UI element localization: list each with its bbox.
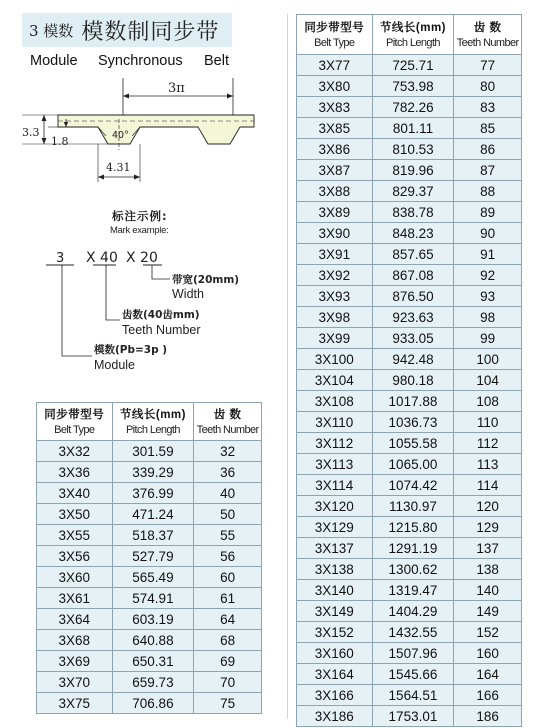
cell-belt-type: 3X112 bbox=[297, 433, 373, 454]
cell-teeth-number: 113 bbox=[454, 454, 522, 475]
cell-teeth-number: 104 bbox=[454, 370, 522, 391]
cell-belt-type: 3X70 bbox=[37, 672, 113, 693]
cell-pitch-length: 471.24 bbox=[112, 504, 194, 525]
cell-teeth-number: 186 bbox=[454, 706, 522, 727]
cell-belt-type: 3X140 bbox=[297, 580, 373, 601]
table-header-row bbox=[37, 403, 262, 441]
cell-pitch-length: 301.59 bbox=[112, 441, 194, 462]
header-teeth-number-en: Teeth Number bbox=[196, 423, 259, 436]
table-row bbox=[297, 118, 522, 139]
cell-belt-type: 3X55 bbox=[37, 525, 113, 546]
cell-teeth-number: 61 bbox=[194, 588, 262, 609]
cell-pitch-length: 1215.80 bbox=[372, 517, 454, 538]
cell-pitch-length: 603.19 bbox=[112, 609, 194, 630]
cell-teeth-number: 166 bbox=[454, 685, 522, 706]
header-belt-type bbox=[297, 15, 373, 55]
table-row bbox=[297, 349, 522, 370]
cell-pitch-length: 1564.51 bbox=[372, 685, 454, 706]
table-row bbox=[297, 265, 522, 286]
header-belt-type-en: Belt Type bbox=[54, 423, 95, 436]
cell-teeth-number: 55 bbox=[194, 525, 262, 546]
cell-belt-type: 3X104 bbox=[297, 370, 373, 391]
cell-teeth-number: 32 bbox=[194, 441, 262, 462]
code-width: X 20 bbox=[126, 250, 158, 266]
cell-teeth-number: 40 bbox=[194, 483, 262, 504]
cell-belt-type: 3X86 bbox=[297, 139, 373, 160]
cell-teeth-number: 80 bbox=[454, 76, 522, 97]
table-row bbox=[297, 307, 522, 328]
cell-pitch-length: 659.73 bbox=[112, 672, 194, 693]
cell-pitch-length: 980.18 bbox=[372, 370, 454, 391]
table-row bbox=[297, 286, 522, 307]
width-label: 4.31 bbox=[106, 161, 131, 174]
header-pitch-length-cn: 节线长(mm) bbox=[379, 21, 447, 34]
table-row bbox=[297, 181, 522, 202]
cell-belt-type: 3X120 bbox=[297, 496, 373, 517]
header-pitch-length bbox=[372, 15, 454, 55]
table-row bbox=[37, 672, 262, 693]
cell-belt-type: 3X89 bbox=[297, 202, 373, 223]
cell-teeth-number: 86 bbox=[454, 139, 522, 160]
table-row bbox=[297, 160, 522, 181]
cell-teeth-number: 36 bbox=[194, 462, 262, 483]
belt-body bbox=[58, 115, 254, 144]
table-row bbox=[297, 391, 522, 412]
cell-belt-type: 3X68 bbox=[37, 630, 113, 651]
cell-belt-type: 3X114 bbox=[297, 475, 373, 496]
cell-pitch-length: 1065.00 bbox=[372, 454, 454, 475]
cell-teeth-number: 56 bbox=[194, 546, 262, 567]
table-row bbox=[297, 580, 522, 601]
header-belt-type-cn: 同步带型号 bbox=[304, 21, 365, 34]
code-module: 3 bbox=[56, 251, 65, 266]
cell-pitch-length: 801.11 bbox=[372, 118, 454, 139]
table-row bbox=[297, 139, 522, 160]
cell-pitch-length: 1055.58 bbox=[372, 433, 454, 454]
header-belt-type-cn: 同步带型号 bbox=[44, 408, 105, 421]
cell-pitch-length: 942.48 bbox=[372, 349, 454, 370]
cell-pitch-length: 1291.19 bbox=[372, 538, 454, 559]
table-row bbox=[37, 504, 262, 525]
cell-teeth-number: 88 bbox=[454, 181, 522, 202]
cell-pitch-length: 640.88 bbox=[112, 630, 194, 651]
cell-pitch-length: 876.50 bbox=[372, 286, 454, 307]
cell-pitch-length: 1130.97 bbox=[372, 496, 454, 517]
subtitle-synchronous: Synchronous bbox=[98, 53, 183, 69]
teeth-cn-label: 齿数(40齿mm) bbox=[122, 309, 200, 321]
height-arrow-bottom bbox=[42, 138, 47, 144]
cell-teeth-number: 64 bbox=[194, 609, 262, 630]
cell-belt-type: 3X56 bbox=[37, 546, 113, 567]
pitch-label: 3π bbox=[168, 81, 185, 96]
cell-teeth-number: 50 bbox=[194, 504, 262, 525]
cell-teeth-number: 70 bbox=[194, 672, 262, 693]
table-row bbox=[297, 475, 522, 496]
cell-belt-type: 3X166 bbox=[297, 685, 373, 706]
cell-belt-type: 3X50 bbox=[37, 504, 113, 525]
page-title: 模数制同步带 bbox=[81, 19, 220, 45]
header-teeth-number-en: Teeth Number bbox=[456, 36, 519, 49]
leader-width bbox=[152, 265, 170, 279]
cell-belt-type: 3X99 bbox=[297, 328, 373, 349]
cell-pitch-length: 565.49 bbox=[112, 567, 194, 588]
belt-spec-table-left bbox=[36, 402, 262, 714]
cell-teeth-number: 149 bbox=[454, 601, 522, 622]
cell-pitch-length: 650.31 bbox=[112, 651, 194, 672]
cell-teeth-number: 99 bbox=[454, 328, 522, 349]
cell-teeth-number: 114 bbox=[454, 475, 522, 496]
cell-belt-type: 3X92 bbox=[297, 265, 373, 286]
cell-teeth-number: 92 bbox=[454, 265, 522, 286]
cell-teeth-number: 108 bbox=[454, 391, 522, 412]
table-row bbox=[297, 538, 522, 559]
cell-pitch-length: 1074.42 bbox=[372, 475, 454, 496]
cell-pitch-length: 574.91 bbox=[112, 588, 194, 609]
cell-pitch-length: 527.79 bbox=[112, 546, 194, 567]
cell-belt-type: 3X88 bbox=[297, 181, 373, 202]
leader-teeth bbox=[106, 265, 120, 320]
table-row bbox=[297, 244, 522, 265]
cell-belt-type: 3X160 bbox=[297, 643, 373, 664]
cell-teeth-number: 112 bbox=[454, 433, 522, 454]
cell-belt-type: 3X108 bbox=[297, 391, 373, 412]
cell-belt-type: 3X113 bbox=[297, 454, 373, 475]
cell-pitch-length: 829.37 bbox=[372, 181, 454, 202]
cell-belt-type: 3X110 bbox=[297, 412, 373, 433]
cell-belt-type: 3X60 bbox=[37, 567, 113, 588]
cell-teeth-number: 137 bbox=[454, 538, 522, 559]
belt-spec-table-right bbox=[296, 14, 522, 727]
pitch-arrow-left bbox=[123, 94, 129, 99]
cell-belt-type: 3X75 bbox=[37, 693, 113, 714]
header-belt-type bbox=[37, 403, 113, 441]
cell-belt-type: 3X36 bbox=[37, 462, 113, 483]
header-pitch-length-en: Pitch Length bbox=[385, 36, 440, 49]
mark-example-diagram bbox=[40, 240, 250, 380]
cell-pitch-length: 1017.88 bbox=[372, 391, 454, 412]
cell-teeth-number: 69 bbox=[194, 651, 262, 672]
cell-teeth-number: 60 bbox=[194, 567, 262, 588]
table-row bbox=[37, 546, 262, 567]
header-teeth-number-cn: 齿 数 bbox=[473, 21, 502, 34]
table-row bbox=[297, 664, 522, 685]
cell-pitch-length: 1507.96 bbox=[372, 643, 454, 664]
angle-label: 40° bbox=[112, 130, 129, 141]
cell-teeth-number: 98 bbox=[454, 307, 522, 328]
cell-belt-type: 3X85 bbox=[297, 118, 373, 139]
title-module-prefix: 3 模数 bbox=[29, 21, 74, 40]
table-row bbox=[297, 55, 522, 76]
cell-pitch-length: 838.78 bbox=[372, 202, 454, 223]
cell-belt-type: 3X152 bbox=[297, 622, 373, 643]
height-tooth-label: 1.8 bbox=[51, 135, 69, 148]
table-row bbox=[37, 567, 262, 588]
leader-module bbox=[62, 265, 92, 356]
cell-teeth-number: 85 bbox=[454, 118, 522, 139]
title-banner bbox=[22, 13, 232, 47]
cell-pitch-length: 1404.29 bbox=[372, 601, 454, 622]
cell-pitch-length: 1319.47 bbox=[372, 580, 454, 601]
cell-pitch-length: 933.05 bbox=[372, 328, 454, 349]
cell-teeth-number: 138 bbox=[454, 559, 522, 580]
cell-belt-type: 3X98 bbox=[297, 307, 373, 328]
cell-pitch-length: 1545.66 bbox=[372, 664, 454, 685]
cell-pitch-length: 706.86 bbox=[112, 693, 194, 714]
header-belt-type-en: Belt Type bbox=[314, 36, 355, 49]
cell-pitch-length: 810.53 bbox=[372, 139, 454, 160]
table-row bbox=[297, 559, 522, 580]
cell-pitch-length: 518.37 bbox=[112, 525, 194, 546]
cell-pitch-length: 753.98 bbox=[372, 76, 454, 97]
table-header-row bbox=[297, 15, 522, 55]
cell-teeth-number: 87 bbox=[454, 160, 522, 181]
width-cn-label: 带宽(20mm) bbox=[172, 274, 240, 286]
table-row bbox=[297, 496, 522, 517]
cell-pitch-length: 867.08 bbox=[372, 265, 454, 286]
table-row bbox=[37, 525, 262, 546]
cell-teeth-number: 100 bbox=[454, 349, 522, 370]
pitch-arrow-right bbox=[227, 94, 233, 99]
cell-belt-type: 3X61 bbox=[37, 588, 113, 609]
cell-belt-type: 3X40 bbox=[37, 483, 113, 504]
table-row bbox=[297, 622, 522, 643]
header-pitch-length-cn: 节线长(mm) bbox=[119, 408, 186, 421]
table-row bbox=[297, 433, 522, 454]
cell-teeth-number: 152 bbox=[454, 622, 522, 643]
cell-pitch-length: 923.63 bbox=[372, 307, 454, 328]
module-en-label: Module bbox=[94, 358, 135, 372]
cell-belt-type: 3X164 bbox=[297, 664, 373, 685]
cell-teeth-number: 140 bbox=[454, 580, 522, 601]
cell-belt-type: 3X93 bbox=[297, 286, 373, 307]
module-cn-label: 模数(Pb=3p ) bbox=[94, 344, 168, 356]
cell-belt-type: 3X149 bbox=[297, 601, 373, 622]
cell-teeth-number: 89 bbox=[454, 202, 522, 223]
table-row bbox=[37, 609, 262, 630]
cell-belt-type: 3X77 bbox=[297, 55, 373, 76]
teeth-en-label: Teeth Number bbox=[122, 323, 201, 337]
cell-pitch-length: 1300.62 bbox=[372, 559, 454, 580]
cell-belt-type: 3X69 bbox=[37, 651, 113, 672]
cell-belt-type: 3X80 bbox=[297, 76, 373, 97]
table-row bbox=[37, 693, 262, 714]
cell-teeth-number: 83 bbox=[454, 97, 522, 118]
cell-pitch-length: 1036.73 bbox=[372, 412, 454, 433]
header-teeth-number bbox=[454, 15, 522, 55]
table-row bbox=[37, 483, 262, 504]
code-teeth: X 40 bbox=[86, 250, 118, 266]
cell-belt-type: 3X91 bbox=[297, 244, 373, 265]
cell-teeth-number: 90 bbox=[454, 223, 522, 244]
table-row bbox=[297, 454, 522, 475]
table-row bbox=[297, 370, 522, 391]
width-arrow-left bbox=[98, 175, 104, 180]
cell-pitch-length: 1753.01 bbox=[372, 706, 454, 727]
table-row bbox=[297, 76, 522, 97]
cell-belt-type: 3X83 bbox=[297, 97, 373, 118]
height-total-label: 3.3 bbox=[22, 126, 40, 139]
table-row bbox=[297, 328, 522, 349]
cell-teeth-number: 160 bbox=[454, 643, 522, 664]
cell-pitch-length: 339.29 bbox=[112, 462, 194, 483]
width-en-label: Width bbox=[172, 287, 204, 301]
cell-belt-type: 3X90 bbox=[297, 223, 373, 244]
mark-example-subtitle: Mark example: bbox=[110, 225, 169, 236]
header-pitch-length bbox=[112, 403, 194, 441]
table-row bbox=[37, 441, 262, 462]
table-row bbox=[297, 643, 522, 664]
cell-pitch-length: 848.23 bbox=[372, 223, 454, 244]
cell-teeth-number: 68 bbox=[194, 630, 262, 651]
table-row bbox=[297, 202, 522, 223]
cell-teeth-number: 129 bbox=[454, 517, 522, 538]
header-pitch-length-en: Pitch Length bbox=[125, 423, 180, 436]
subtitle-belt: Belt bbox=[204, 53, 229, 69]
header-teeth-number-cn: 齿 数 bbox=[213, 408, 242, 421]
header-teeth-number bbox=[194, 403, 262, 441]
mark-example-title: 标注示例: bbox=[112, 209, 168, 223]
table-row bbox=[297, 517, 522, 538]
cell-pitch-length: 819.96 bbox=[372, 160, 454, 181]
table-row bbox=[297, 685, 522, 706]
table-row bbox=[297, 97, 522, 118]
cell-pitch-length: 376.99 bbox=[112, 483, 194, 504]
table-row bbox=[37, 462, 262, 483]
cell-pitch-length: 1432.55 bbox=[372, 622, 454, 643]
cell-teeth-number: 120 bbox=[454, 496, 522, 517]
table-row bbox=[297, 223, 522, 244]
cell-teeth-number: 164 bbox=[454, 664, 522, 685]
cell-belt-type: 3X32 bbox=[37, 441, 113, 462]
cell-belt-type: 3X87 bbox=[297, 160, 373, 181]
subtitle-module: Module bbox=[30, 53, 78, 69]
cell-teeth-number: 93 bbox=[454, 286, 522, 307]
cell-belt-type: 3X64 bbox=[37, 609, 113, 630]
table-row bbox=[37, 651, 262, 672]
cell-teeth-number: 91 bbox=[454, 244, 522, 265]
cell-belt-type: 3X129 bbox=[297, 517, 373, 538]
table-row bbox=[37, 630, 262, 651]
cell-teeth-number: 75 bbox=[194, 693, 262, 714]
table-row bbox=[37, 588, 262, 609]
height-arrow-top bbox=[42, 115, 47, 121]
cell-teeth-number: 110 bbox=[454, 412, 522, 433]
width-arrow-right bbox=[134, 175, 140, 180]
cell-pitch-length: 857.65 bbox=[372, 244, 454, 265]
table-row bbox=[297, 706, 522, 727]
cell-teeth-number: 77 bbox=[454, 55, 522, 76]
table-row bbox=[297, 412, 522, 433]
cell-belt-type: 3X100 bbox=[297, 349, 373, 370]
table-row bbox=[297, 601, 522, 622]
column-divider bbox=[287, 14, 288, 719]
cell-pitch-length: 725.71 bbox=[372, 55, 454, 76]
cell-belt-type: 3X186 bbox=[297, 706, 373, 727]
cell-belt-type: 3X138 bbox=[297, 559, 373, 580]
cell-pitch-length: 782.26 bbox=[372, 97, 454, 118]
cell-belt-type: 3X137 bbox=[297, 538, 373, 559]
belt-profile-diagram bbox=[18, 70, 258, 195]
